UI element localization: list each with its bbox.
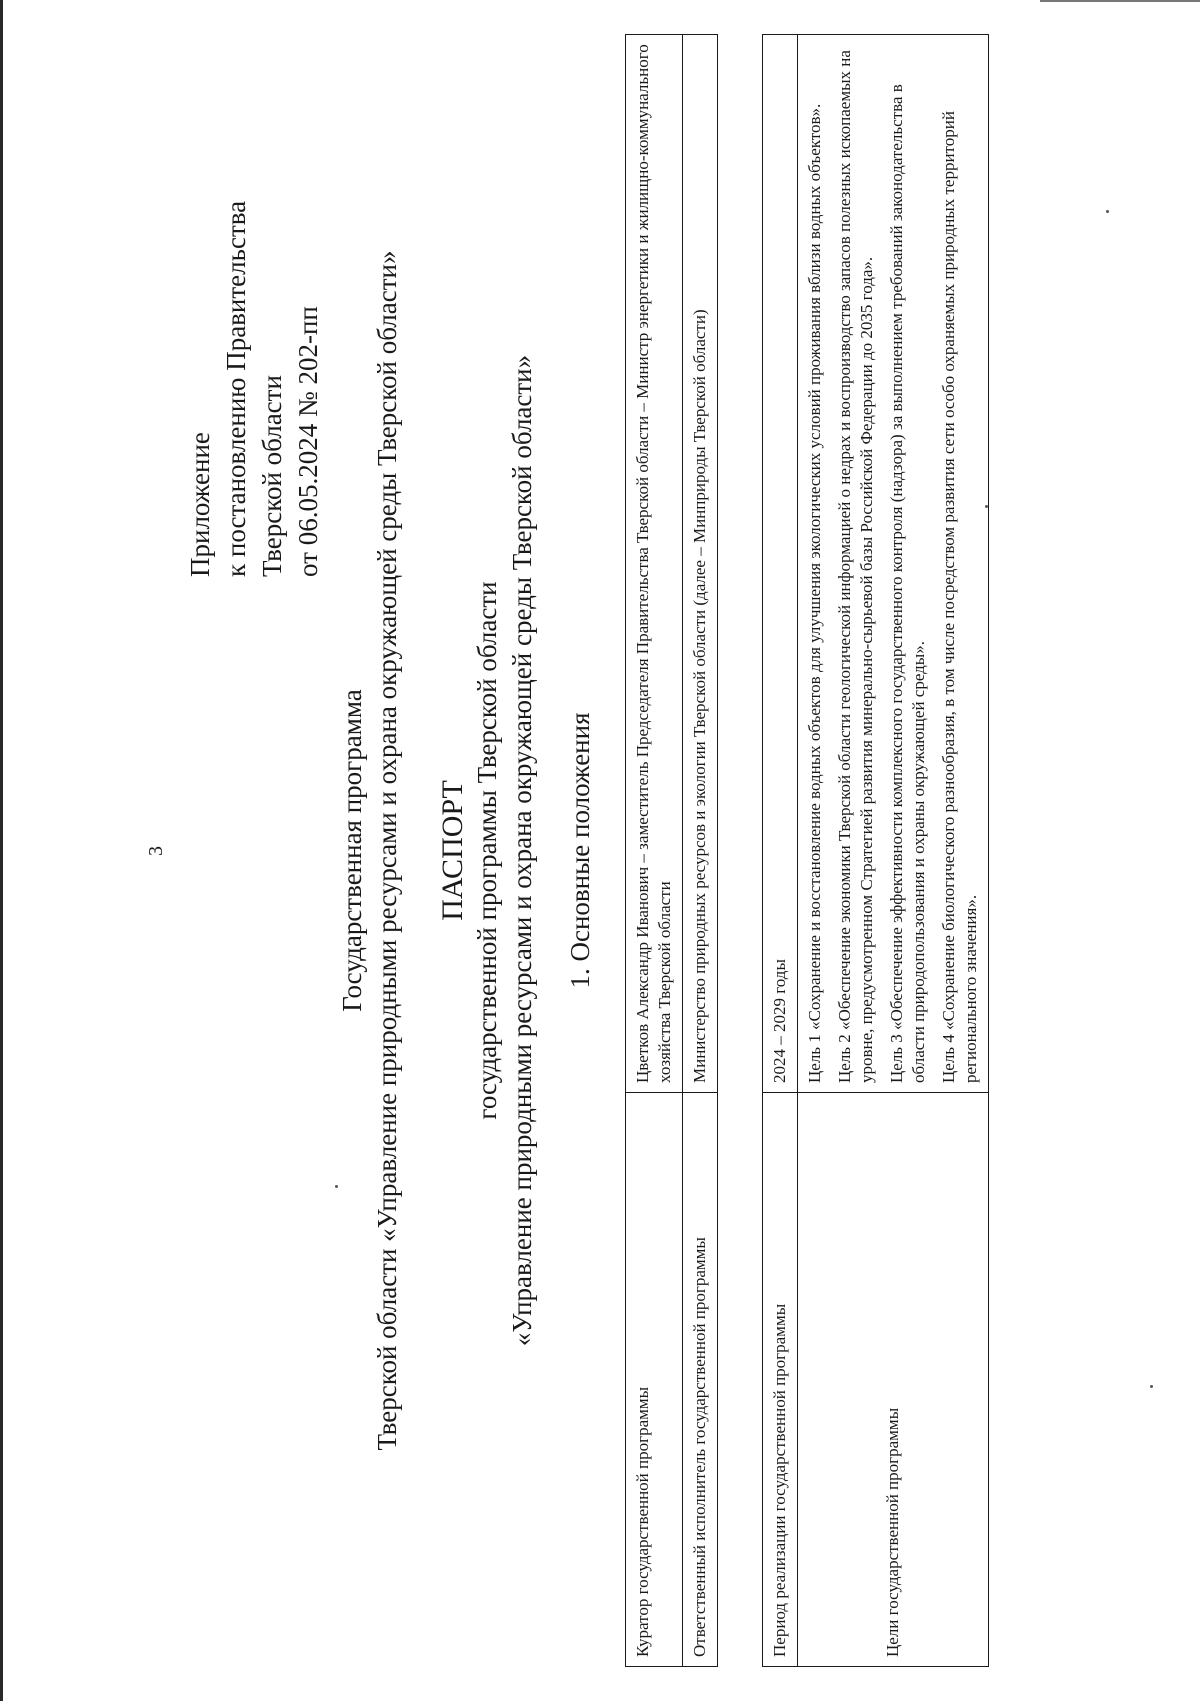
passport-heading-line: «Управление природными ресурсами и охрана окружающей среды Тверской области»	[507, 354, 537, 1347]
appendix-block	[182, 17, 326, 577]
table-row	[798, 35, 989, 1667]
row-value: 2024 – 2029 годы	[763, 35, 798, 1093]
program-heading-line: Тверской области «Управление природными ресурсами и охрана окружающей среды Тверской области»	[372, 250, 402, 1451]
row-label: Ответственный исполнитель государственной программы	[683, 1093, 718, 1667]
table-row	[683, 35, 718, 1667]
table-row	[626, 35, 683, 1667]
page-number: 3	[145, 846, 167, 856]
row-label: Период реализации государственной программы	[763, 1093, 798, 1667]
appendix-line: Тверской области	[257, 375, 287, 577]
table-row	[763, 35, 798, 1667]
appendix-line: Приложение	[185, 432, 215, 577]
goal-item: Цель 3 «Обеспечение эффективности комплексного государственного контроля (надзора) за выполнением требований законодательства в области природопользования и охраны окружающей среды».	[887, 84, 928, 1083]
row-value: Министерство природных ресурсов и экологии Тверской области (далее – Минприроды Тверской области)	[683, 35, 718, 1093]
goal-item: Цель 2 «Обеспечение экономики Тверской области геологической информацией о недрах и воспроизводство запасов полезных ископаемых на уровне, предусмотренном Стратегией развития минерально-сырьевой базы Российской Федерации до 2035 года».	[835, 50, 876, 1083]
passport-heading-line: государственной программы Тверской области	[472, 581, 502, 1120]
appendix-line: к постановлению Правительства	[221, 200, 251, 577]
section-title: 1. Основные положения	[565, 712, 595, 989]
program-heading-line: Государственная программа	[337, 689, 367, 1012]
row-value: Цветков Александр Иванович – заместитель Председателя Правительства Тверской области – Министр энергетики и жилищно-коммунального хозяйства Тверской области	[626, 35, 683, 1093]
passport-heading	[435, 0, 540, 1701]
program-heading	[335, 0, 405, 1701]
row-label: Цели государственной программы	[798, 1093, 989, 1667]
goals-cell	[798, 35, 989, 1093]
passport-table-top	[625, 34, 718, 1667]
row-label: Куратор государственной программы	[626, 1093, 683, 1667]
appendix-line: от 06.05.2024 № 202-пп	[293, 306, 323, 577]
passport-title: ПАСПОРТ	[436, 780, 469, 921]
goal-item: Цель 1 «Сохранение и восстановление водных объектов для улучшения экологических условий проживания вблизи водных объектов».	[805, 103, 824, 1083]
goal-item: Цель 4 «Сохранение биологического разнообразия, в том числе посредством развития сети особо охраняемых природных территорий регионального значения».	[939, 111, 980, 1083]
passport-table-bottom	[762, 34, 989, 1667]
